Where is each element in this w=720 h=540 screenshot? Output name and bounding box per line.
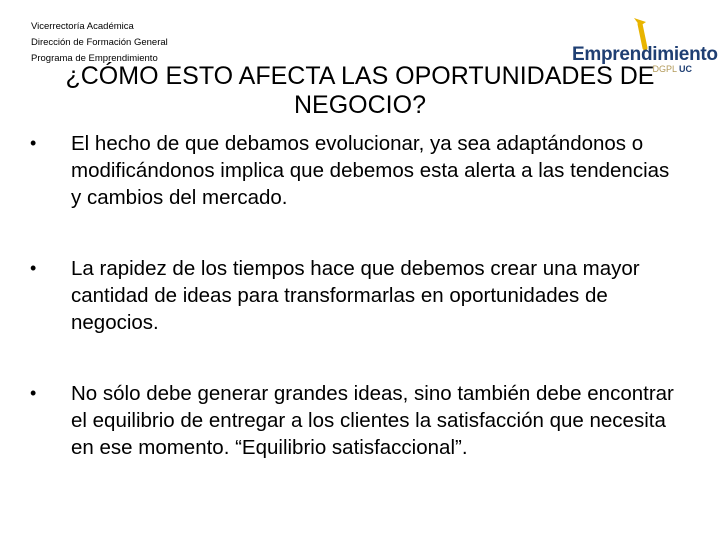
bullet-list [30, 130, 680, 505]
bullet-text: El hecho de que debamos evolucionar, ya sea adaptándonos o modificándonos implica que debemos esta alerta a las tendencias y cambios del mercado. [71, 132, 670, 209]
slide-title: ¿CÓMO ESTO AFECTA LAS OPORTUNIDADES DE NEGOCIO? [65, 62, 655, 119]
bullet-item [30, 130, 680, 211]
bullet-marker: • [30, 133, 37, 153]
logo-sub-prefix: DGPL [652, 64, 677, 74]
logo-sub-uc: UC [679, 64, 692, 74]
institution-header [31, 19, 168, 67]
bullet-text: La rapidez de los tiempos hace que debemos crear una mayor cantidad de ideas para transformarlas en oportunidades de negocios. [71, 257, 640, 334]
logo-wordmark: Emprendimiento [572, 44, 718, 65]
bullet-marker: • [30, 258, 37, 278]
bullet-text: No sólo debe generar grandes ideas, sino también debe encontrar el equilibrio de entregar a los clientes la satisfacción que necesita en ese momento. “Equilibrio satisfaccional”. [71, 382, 674, 459]
header-line-vicerrectoria: Vicerrectoría Académica [31, 21, 134, 32]
bullet-marker: • [30, 383, 37, 403]
bullet-item [30, 380, 680, 461]
header-line-programa: Programa de Emprendimiento [31, 53, 158, 64]
bullet-item [30, 255, 680, 336]
header-line-direccion: Dirección de Formación General [31, 37, 168, 48]
